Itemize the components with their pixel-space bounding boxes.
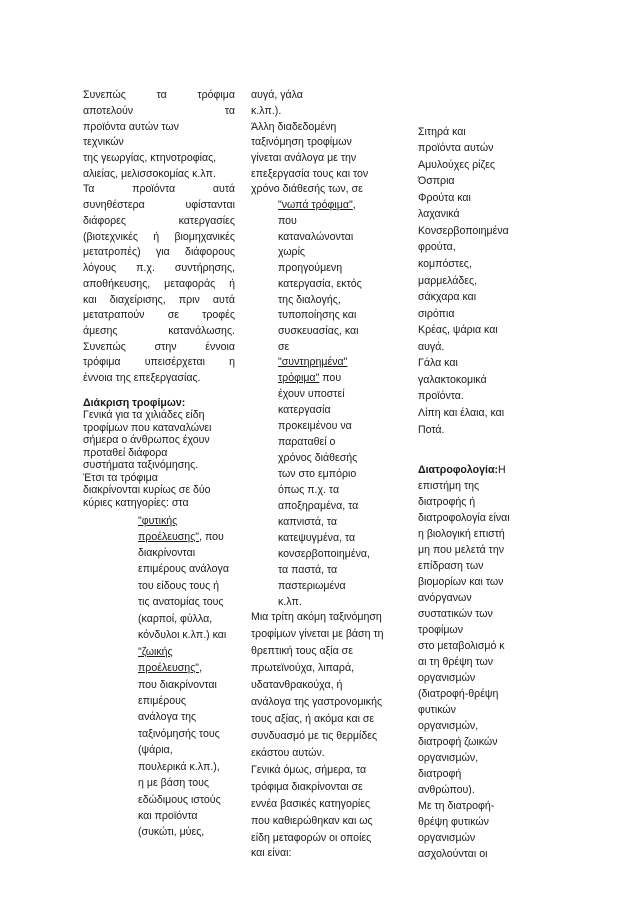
- text-run: τους αξίας, ή ακόμα και σε: [251, 713, 375, 725]
- text-run: αι τη θρέψη των: [418, 656, 494, 668]
- text-run: συνηθέστερα υφίστανται: [83, 199, 235, 211]
- text-line: [251, 713, 374, 726]
- text-run: πουλερικά κ.λπ.),: [138, 761, 220, 773]
- text-line: [138, 679, 217, 692]
- text-line: [418, 390, 464, 403]
- text-run: καπνιστά, τα: [278, 516, 337, 528]
- text-line: [278, 309, 356, 322]
- text-line: [251, 89, 303, 102]
- text-run: κατεργασία, εκτός: [278, 278, 362, 290]
- text-line: [418, 544, 504, 557]
- text-line: [418, 560, 483, 573]
- text-line: [251, 696, 382, 709]
- text-line: [251, 764, 366, 777]
- text-line: [83, 278, 235, 291]
- text-line: [278, 356, 347, 369]
- text-line: [138, 711, 196, 724]
- text-line: [278, 262, 342, 275]
- text-line: [418, 225, 509, 238]
- text-run: όπως π.χ. τα: [278, 484, 340, 496]
- text-run: θρέψη φυτικών: [418, 816, 489, 828]
- text-run: διακρίνονται κυρίως σε δύο: [83, 484, 211, 496]
- text-run: κ.λπ.).: [251, 105, 282, 117]
- text-run: τρόφιμα διακρίνονται σε: [251, 781, 363, 793]
- text-run: Έτσι τα τρόφιμα: [83, 472, 158, 484]
- text-line: [418, 800, 494, 813]
- text-line: [251, 679, 342, 692]
- text-line: [418, 258, 472, 271]
- text-line: [278, 500, 358, 513]
- section-heading: Διατροφολογία:: [418, 464, 498, 476]
- text-line: [138, 728, 220, 741]
- text-line: [251, 645, 353, 658]
- text-run: που: [278, 215, 297, 227]
- text-line: [418, 308, 454, 321]
- text-run: κονσερβοποιημένα,: [278, 548, 370, 560]
- text-run: κατεργασία: [278, 404, 331, 416]
- text-run: Γενικά για τα χιλιάδες είδη: [83, 409, 205, 421]
- text-line: [138, 563, 229, 576]
- text-run: συστήματα ταξινόμησης.: [83, 459, 199, 471]
- text-run: , που: [199, 531, 224, 543]
- text-line: [138, 662, 202, 675]
- text-line: [418, 816, 489, 829]
- text-line: [418, 624, 463, 637]
- text-line: [83, 246, 235, 259]
- text-line: [138, 531, 224, 544]
- text-line: [251, 815, 373, 828]
- text-run: Άλλη διαδεδομένη: [251, 121, 337, 133]
- text-run: της διαλογής,: [278, 294, 341, 306]
- text-run: διακρίνονται: [138, 547, 196, 559]
- underlined-term: "νωπά τρόφιμα": [278, 199, 353, 211]
- text-run: Γενικά όμως, σήμερα, τα: [251, 764, 367, 776]
- underlined-term: προέλευσης": [138, 662, 200, 674]
- text-run: τα παστά, τα: [278, 564, 338, 576]
- text-line: [83, 121, 179, 134]
- text-line: [418, 374, 487, 387]
- text-run: (συκώτι, μύες,: [138, 826, 205, 838]
- text-run: ανάλογα της: [138, 711, 197, 723]
- text-run: Συνεπώς στην έννοια: [83, 341, 235, 353]
- underlined-term: προέλευσης": [138, 531, 200, 543]
- text-line: [418, 576, 503, 589]
- text-line: [278, 231, 353, 244]
- text-run: Όσπρια: [418, 175, 455, 187]
- text-run: ασχολούνται οι: [418, 848, 488, 860]
- text-run: προϊόντα.: [418, 390, 464, 402]
- text-line: [138, 810, 198, 823]
- text-run: χωρίς: [278, 246, 306, 258]
- text-run: προϊόντα αυτών των: [83, 121, 179, 133]
- text-line: [138, 761, 220, 774]
- text-line: [418, 656, 493, 669]
- text-line: [138, 547, 195, 560]
- text-run: διάφορες κατεργασίες: [83, 215, 235, 227]
- text-line: [83, 136, 124, 149]
- text-run: χρόνος διάθεσής: [278, 452, 358, 464]
- text-line: [251, 121, 336, 134]
- text-line: [278, 548, 370, 561]
- text-run: και προϊόντα: [138, 810, 198, 822]
- text-line: [251, 628, 384, 641]
- text-line: [138, 596, 224, 609]
- text-run: πρωτεϊνούχα, λιπαρά,: [251, 662, 355, 674]
- text-run: η με βάση τους: [138, 777, 210, 789]
- text-run: Τα προϊόντα αυτά: [83, 183, 235, 195]
- text-line: [278, 246, 305, 259]
- text-line: [83, 356, 235, 369]
- text-run: διατροφής ή: [418, 496, 476, 508]
- text-run: γαλακτοκομικά: [418, 374, 487, 386]
- text-line: [418, 608, 493, 621]
- text-line: [138, 744, 173, 757]
- text-run: προηγούμενη: [278, 262, 343, 274]
- text-run: επεξεργασία τους και τον: [251, 168, 369, 180]
- text-run: ,: [352, 199, 356, 211]
- text-line: [83, 372, 201, 385]
- text-line: [251, 781, 363, 794]
- text-line: [251, 747, 325, 760]
- text-line: [418, 720, 478, 733]
- text-line: [418, 192, 471, 205]
- text-run: ,: [199, 662, 203, 674]
- text-line: [278, 404, 331, 417]
- text-line: [83, 484, 211, 497]
- text-line: [83, 105, 235, 118]
- section-heading: Διάκριση τροφίμων:: [83, 397, 186, 409]
- text-run: αυγά, γάλα: [251, 89, 303, 101]
- text-line: [138, 695, 186, 708]
- text-run: καταναλώνονται: [278, 231, 354, 243]
- text-run: Αμυλούχες ρίζες: [418, 159, 495, 171]
- text-run: φρούτα,: [418, 241, 456, 253]
- text-run: προκειμένου να: [278, 420, 352, 432]
- text-line: [83, 309, 235, 322]
- text-line: [418, 512, 510, 525]
- text-run: υδατανθρακούχα, ή: [251, 679, 343, 691]
- text-run: έννοια της επεξεργασίας.: [83, 372, 201, 384]
- text-run: εννέα βασικές κατηγορίες: [251, 798, 371, 810]
- text-run: προϊόντα αυτών: [418, 142, 494, 154]
- text-line: [418, 357, 458, 370]
- text-line: [418, 640, 505, 653]
- text-line: [278, 294, 341, 307]
- text-line: [83, 497, 189, 510]
- text-line: [83, 231, 235, 244]
- text-run: των στο εμπόριο: [278, 468, 357, 480]
- text-run: τροφίμων γίνεται με βάση τη: [251, 628, 384, 640]
- text-run: είδη μεταφορών οι οποίες: [251, 832, 372, 844]
- text-run: παστεριωμένα: [278, 580, 346, 592]
- text-run: κ.λπ.: [278, 596, 302, 608]
- text-run: Σιτηρά και: [418, 126, 466, 138]
- text-run: μαρμελάδες,: [418, 275, 478, 287]
- text-line: [138, 629, 226, 642]
- text-run: που: [319, 372, 342, 384]
- text-run: οργανισμών,: [418, 752, 479, 764]
- text-run: διατροφολογία είναι: [418, 512, 510, 524]
- text-run: διατροφή: [418, 768, 462, 780]
- text-line: [418, 768, 461, 781]
- text-run: επιμέρους ανάλογα: [138, 563, 229, 575]
- text-line: [418, 424, 445, 437]
- text-line: [278, 325, 358, 338]
- text-line: [278, 532, 355, 545]
- text-line: [278, 596, 302, 609]
- text-run: τυποποίησης και: [278, 309, 357, 321]
- text-line: [251, 168, 368, 181]
- text-line: [278, 278, 362, 291]
- text-run: και διαχείρισης, πριν αυτά: [83, 294, 235, 306]
- text-line: [278, 199, 356, 212]
- text-line: [418, 126, 466, 139]
- text-run: συστατικών των: [418, 608, 493, 620]
- text-line: [278, 564, 337, 577]
- text-line: [83, 294, 235, 307]
- text-line: [278, 452, 357, 465]
- text-run: προταθεί διάφορα: [83, 447, 168, 459]
- text-run: που καθιερώθηκαν και ως: [251, 815, 373, 827]
- text-line: [251, 611, 382, 624]
- text-run: γίνεται ανάλογα με την: [251, 152, 357, 164]
- text-line: [418, 324, 498, 337]
- text-run: λόγους π.χ. συντήρησης,: [83, 262, 235, 274]
- text-line: [278, 580, 346, 593]
- text-line: [418, 496, 475, 509]
- text-line: [138, 646, 173, 659]
- text-line: [418, 704, 456, 717]
- text-line: [251, 152, 356, 165]
- text-line: [138, 613, 212, 626]
- text-run: τρόφιμα υπεισέρχεται η: [83, 356, 235, 368]
- text-line: [418, 175, 455, 188]
- text-run: συνδυασμό με τις θερμίδες: [251, 730, 378, 742]
- text-run: κομπόστες,: [418, 258, 472, 270]
- text-line: [278, 516, 337, 529]
- text-run: Με τη διατροφή-: [418, 800, 495, 812]
- text-run: (ψάρια,: [138, 744, 173, 756]
- text-line: [418, 159, 495, 172]
- text-run: επιμέρους: [138, 695, 187, 707]
- text-run: συσκευασίας, και: [278, 325, 359, 337]
- text-line: [418, 688, 498, 701]
- underlined-term: τρόφιμα": [278, 372, 320, 384]
- text-line: [278, 436, 335, 449]
- text-line: [251, 105, 281, 118]
- text-line: [83, 215, 235, 228]
- text-run: τις ανατομίας τους: [138, 596, 224, 608]
- text-line: [418, 480, 479, 493]
- text-line: [418, 341, 444, 354]
- text-run: τροφίμων: [418, 624, 463, 636]
- text-line: [418, 464, 506, 477]
- text-run: οργανισμών: [418, 832, 476, 844]
- text-run: εκάστου αυτών.: [251, 747, 325, 759]
- text-run: έχουν υποστεί: [278, 388, 345, 400]
- text-line: [418, 672, 475, 685]
- text-run: μη που μελετά την: [418, 544, 505, 556]
- text-run: (διατροφή-θρέψη: [418, 688, 499, 700]
- text-line: [418, 784, 475, 797]
- text-run: παραταθεί ο: [278, 436, 336, 448]
- text-line: [278, 468, 356, 481]
- text-run: διατροφή ζωικών: [418, 736, 498, 748]
- text-line: [138, 826, 204, 839]
- text-line: [278, 215, 297, 228]
- text-run: αποθήκευσης, μεταφοράς ή: [83, 278, 235, 290]
- underlined-term: "φυτικής: [138, 515, 178, 527]
- text-run: αποτελούν τα: [83, 105, 235, 117]
- text-line: [83, 152, 216, 165]
- text-line: [418, 736, 498, 749]
- text-line: [83, 89, 235, 102]
- text-line: [251, 730, 377, 743]
- text-run: κόνδυλοι κ.λπ.) και: [138, 629, 227, 641]
- text-line: [83, 434, 210, 447]
- text-line: [418, 241, 456, 254]
- text-run: Φρούτα και: [418, 192, 471, 204]
- text-run: ανάλογα της γαστρονομικής: [251, 696, 383, 708]
- text-run: αλιείας, μελισσοκομίας κ.λπ.: [83, 168, 216, 180]
- text-line: [278, 341, 289, 354]
- text-run: εδώδιμους ιστούς: [138, 794, 221, 806]
- text-run: οργανισμών,: [418, 720, 479, 732]
- text-line: [418, 407, 504, 420]
- text-line: [418, 848, 487, 861]
- text-run: χρόνο διάθεσής των, σε: [251, 183, 363, 195]
- text-run: Ποτά.: [418, 424, 445, 436]
- text-line: [418, 832, 475, 845]
- text-run: τροφίμων που καταναλώνει: [83, 422, 212, 434]
- text-run: ταξινόμηση τροφίμων: [251, 136, 352, 148]
- text-run: κατεψυγμένα, τα: [278, 532, 356, 544]
- text-line: [251, 183, 363, 196]
- text-line: [418, 275, 477, 288]
- text-line: [83, 262, 235, 275]
- text-run: που διακρίνονται: [138, 679, 217, 691]
- text-line: [418, 208, 460, 221]
- text-line: [83, 459, 198, 472]
- text-run: σάκχαρα και: [418, 291, 477, 303]
- text-line: [83, 183, 235, 196]
- text-line: [418, 291, 476, 304]
- text-run: ανόργανων: [418, 592, 472, 604]
- text-run: Κονσερβοποιημένα: [418, 225, 509, 237]
- text-line: [83, 409, 205, 422]
- underlined-term: "συντηρημένα": [278, 356, 348, 368]
- text-line: [83, 341, 235, 354]
- text-run: (καρποί, φύλλα,: [138, 613, 213, 625]
- text-run: μετατραπούν σε τροφές: [83, 309, 235, 321]
- text-run: ταξινόμησής τους: [138, 728, 220, 740]
- text-run: βιομορίων και των: [418, 576, 504, 588]
- text-line: [251, 136, 352, 149]
- text-run: ανθρώπου).: [418, 784, 475, 796]
- text-run: Συνεπώς τα τρόφιμα: [83, 89, 235, 101]
- text-line: [138, 580, 219, 593]
- text-run: αποξηραμένα, τα: [278, 500, 359, 512]
- text-run: φυτικών: [418, 704, 456, 716]
- text-line: [418, 752, 478, 765]
- text-run: του είδους τους ή: [138, 580, 220, 592]
- text-run: επίδραση των: [418, 560, 484, 572]
- text-line: [251, 798, 370, 811]
- text-run: σε: [278, 341, 290, 353]
- text-run: Κρέας, ψάρια και: [418, 324, 498, 336]
- text-line: [251, 662, 354, 675]
- text-line: [418, 592, 472, 605]
- text-run: κύριες κατηγορίες: στα: [83, 497, 189, 509]
- text-run: Μια τρίτη ακόμη ταξινόμηση: [251, 611, 382, 623]
- text-line: [278, 420, 352, 433]
- text-run: λαχανικά: [418, 208, 460, 220]
- text-line: [418, 142, 493, 155]
- text-run: άμεσης κατανάλωσης.: [83, 325, 235, 337]
- text-line: [278, 484, 339, 497]
- text-line: [83, 199, 235, 212]
- underlined-term: "ζωικής: [138, 646, 173, 658]
- text-run: Λίπη και έλαια, και: [418, 407, 505, 419]
- text-line: [278, 372, 341, 385]
- text-line: [138, 777, 209, 790]
- text-run: (βιοτεχνικές ή βιομηχανικές: [83, 231, 235, 243]
- text-run: η βιολογική επιστή: [418, 528, 505, 540]
- text-run: τεχνικών: [83, 136, 124, 148]
- text-line: [251, 832, 371, 845]
- text-line: [278, 388, 345, 401]
- text-run: θρεπτική τους αξία σε: [251, 645, 353, 657]
- text-run: οργανισμών: [418, 672, 476, 684]
- text-line: [138, 794, 221, 807]
- text-run: επιστήμη της: [418, 480, 480, 492]
- text-run: σήμερα ο άνθρωπος έχουν: [83, 434, 210, 446]
- text-line: [83, 325, 235, 338]
- text-line: [83, 168, 216, 181]
- text-run: της γεωργίας, κτηνοτροφίας,: [83, 152, 217, 164]
- text-run: μετατροπές) για διάφορους: [83, 246, 235, 258]
- text-line: [138, 515, 177, 528]
- text-line: [418, 528, 505, 541]
- text-run: και είναι:: [251, 847, 292, 859]
- text-run: αυγά.: [418, 341, 445, 353]
- text-run: Η: [497, 464, 506, 476]
- text-run: σιρόπια: [418, 308, 455, 320]
- text-line: [251, 847, 291, 860]
- text-run: στο μεταβολισμό κ: [418, 640, 505, 652]
- text-run: Γάλα και: [418, 357, 458, 369]
